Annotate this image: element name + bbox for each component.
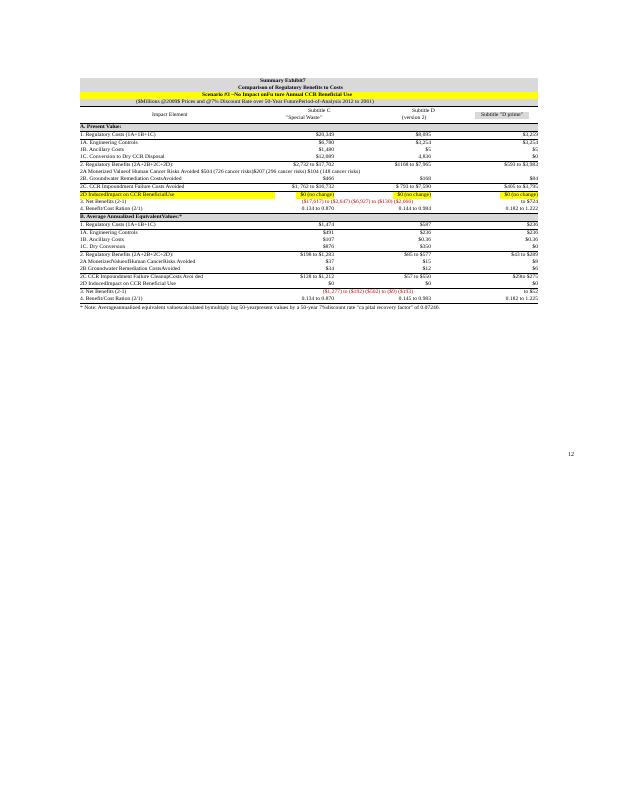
row-value-d: $0.36 [418,237,431,243]
row-value-e: 0.182 to 1.222 [505,206,538,212]
header-line-1: Summary Exhibit7 [260,78,306,84]
row-label: 1A. Engineering Controls [80,140,138,146]
scenario-banner [80,92,538,99]
section-title [80,214,538,222]
row-value-d: $3,254 [415,140,431,146]
row-value-d: $350 [419,244,431,250]
table-row [80,199,538,206]
row-value-c: $128 to $1,212 [300,274,334,280]
table-row [80,237,538,244]
table-row [80,222,538,230]
col-c-line1: Subtitle C [308,108,331,114]
row-value-d: 4,836 [418,154,431,160]
row-value-d: $57 to $550 [404,274,431,280]
row-value-d: $12 [422,266,431,272]
table-row [80,266,538,274]
row-value-e: to $52 [523,289,538,295]
table-row [80,184,538,192]
row-value-c: $0 (no change) [296,192,334,199]
col-dprime: Subtitle "D prime" [475,112,529,119]
row-value-c: 0.134 to 0.870 [301,296,334,302]
row-label: 4. Benefit/Cost Ration (2/1) [80,296,143,302]
units-line [80,99,538,106]
row-value-d: $8,095 [415,132,431,138]
table-row [80,206,538,214]
row-value-c: $6,780 [318,140,334,146]
row-label: 2B Groundwater Remediation CostsAvoided [80,266,181,272]
table-row [80,244,538,252]
row-label: 1C. Conversion to Dry CCR Disposal [80,154,165,160]
exhibit-subtitle [80,85,538,92]
row-value-c: $876 [322,244,334,250]
row-value-c: 0.134 to 0.870 [301,206,334,212]
row-value-e: $405 to $3,795 [504,184,538,190]
row-value-d: 0.145 to 0.983 [398,296,431,302]
row-value-e: $3,259 [522,132,538,138]
row-label: 4. Benefit/Cost Ration (2/1) [80,206,143,212]
section-title-text: B. Average Annualized EquivalentValues:* [80,214,182,220]
column-header [80,106,538,124]
row-value-e: $6 [532,266,538,272]
page-number: 12 [568,452,574,458]
row-label: 2B. Groundwater Remediation CostsAvoided [80,176,182,182]
row-value-e: $236 [526,230,538,236]
exhibit-title [80,78,538,85]
col-d-line1: Subtitle D [412,108,435,114]
row-value-c: $107 [322,237,334,243]
table-row [80,289,538,296]
row-value-d: $168 [419,176,431,182]
row-value-e: $3,254 [522,140,538,146]
row-label: 2A Monetized Valueof Human Cancer Risks Avoided $504 (726 cancer risks)$207 (296 cancer risks) $104 (148 cancer risks) [80,169,361,175]
summary-exhibit [80,78,538,312]
row-label: 1. Regulatory Costs (1A+1B+1C) [80,222,156,228]
table-row [80,176,538,184]
row-value-e: $0 [532,244,538,250]
table-row [80,147,538,154]
row-value-c: ($1,277) to ($192) ($502) to ($9) ($193) [322,289,413,295]
table-body [80,124,538,304]
row-label: 2. Regulatory Benefits (2A+2B+2C+2D): [80,252,174,258]
row-value-d: $5 [425,147,431,153]
row-value-c: ($17,617) to ($2,647) ($6,927) to ($130) ($2,666) [301,199,413,205]
table-row [80,281,538,289]
row-value-e: $0 [532,154,538,160]
row-value-c: $0 [328,281,334,287]
header-line-3: Scenario #3 ~No Impact onFu ture Annual CCR Beneficial Use [202,92,352,98]
row-value-e: $5 [532,147,538,153]
row-value-d: $0 [425,281,431,287]
row-value-e: $0 (no change) [500,192,538,199]
row-label: 2. Regulatory Benefits (2A+2B+2C+2D): [80,162,174,168]
header-line-4: ($Millions @2009$ Prices and @7% Discount Rate over 50-Year FuturePeriod-of-Analysis 2012 to 2061) [136,99,374,105]
row-value-e: $0 [532,281,538,287]
row-value-e: 0.182 to 1.225 [505,296,538,302]
header-line-2: Comparison of Regulatory Benefits to Costs [238,85,343,91]
row-value-e: $8 [532,259,538,265]
row-value-c: $34 [325,266,334,272]
row-value-d: 0.144 to 0.984 [398,206,431,212]
table-row [80,274,538,281]
row-value-c: $466 [322,176,334,182]
row-value-d: $85 to $577 [404,252,431,258]
row-value-e: $84 [529,176,538,182]
row-label: 1C. Dry Conversion [80,244,126,250]
row-value-e: $43 to $289 [511,252,538,258]
row-value-e: $0.36 [525,237,538,243]
col-impact-element: Impact Element [152,112,188,118]
table-row [80,230,538,237]
row-value-d: $587 [419,222,431,228]
row-value-c: $1, 762 to $16,732 [291,184,334,190]
row-value-d: $236 [419,230,431,236]
table-row [80,140,538,147]
row-value-c: $198 to $1,283 [300,252,334,258]
row-label: 2D InducedImpact on CCR Beneficial Use [80,281,176,287]
table-row [80,192,538,199]
row-value-c: $1,474 [318,222,334,228]
table-row [80,252,538,259]
row-value-e: $29to $275 [512,274,538,280]
row-label: 2C CCR Impoundment Failure CleanupCosts Avoi ded [80,274,203,280]
table-row [80,169,538,176]
row-value-d: $ 793 to $7,590 [395,184,431,190]
row-label: 3. Net Benefits (2-1) [80,289,127,295]
row-value-c: $20,349 [315,132,334,138]
row-label: 1B. Ancillary Costs [80,147,124,153]
footnote: * Note: Averageannualized equivalent valuescalculated bymultiply ing 50-yearpresent values by a 50-year 7%discount rate "ca pital recovery factor" of 0.07246. [80,305,440,311]
row-value-c: $491 [322,230,334,236]
row-label: 2D InducedImpact on CCR BeneficialUse [80,192,275,199]
row-label: 3. Net Benefits (2-1) [80,199,127,205]
table-row [80,162,538,169]
row-value-e: to $724 [521,199,538,205]
row-label: 1B. Ancillary Costs [80,237,124,243]
row-label: 1A. Engineering Controls [80,230,138,236]
row-value-d: $0 (no change) [393,192,431,199]
row-label: 2C. CCR Impoundment Failure Costs Avoided [80,184,185,190]
row-label: 1. Regulatory Costs (1A+1B+1C) [80,132,156,138]
row-value-c: $1,480 [318,147,334,153]
table-row [80,132,538,140]
table-row [80,296,538,304]
row-value-e: $593 to $3,983 [504,162,538,168]
col-d-line2: (version 2) [402,115,427,121]
table-row [80,154,538,162]
section-title [80,124,538,132]
row-value-d: $1168 to $7,965 [394,162,431,168]
table-row [80,259,538,266]
row-label: 2A MonetizedValueofHuman CancerRisks Avoided [80,259,196,265]
col-c-line2: "Special Waste" [286,115,322,121]
row-value-c: $2,732 to $17,702 [293,162,334,168]
row-value-c: $37 [325,259,334,265]
row-value-c: $12,089 [315,154,334,160]
row-value-d: $15 [422,259,431,265]
row-value-e: $236 [526,222,538,228]
section-title-text: A. Present Value: [80,124,122,130]
